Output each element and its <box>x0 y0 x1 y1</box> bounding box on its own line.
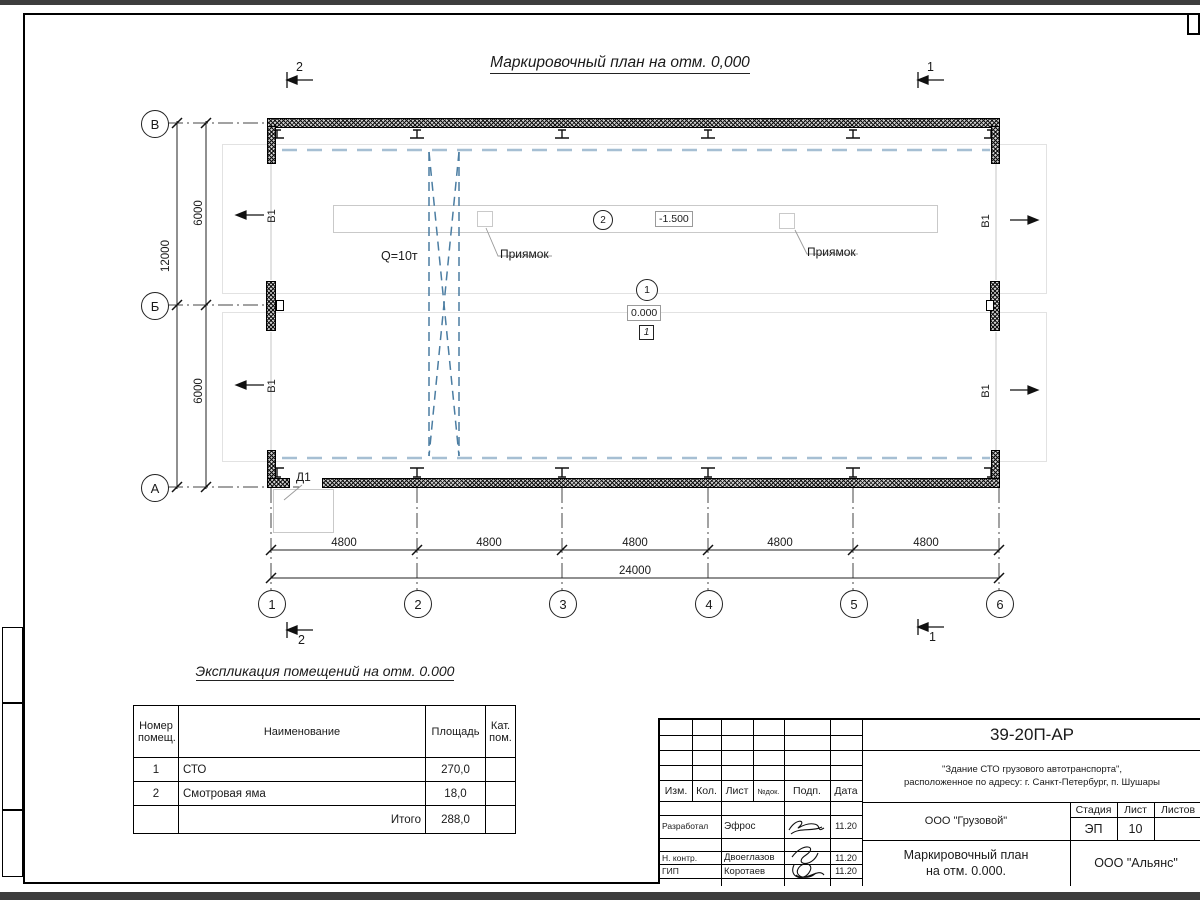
crane-bridge <box>429 152 459 456</box>
tb-sheets-label: Листов <box>1160 804 1196 816</box>
axis-bubble-6 <box>986 590 1014 618</box>
wall-bottom-left-return <box>267 450 276 479</box>
column-symbols <box>270 130 998 477</box>
signature-razrabotal <box>789 821 824 834</box>
room-cat <box>486 758 516 782</box>
pit-label-left: Приямок <box>500 247 549 261</box>
wall-top-right-return <box>991 126 1000 164</box>
window-mark-left-top: В1 <box>266 209 278 223</box>
tb-project-name <box>862 753 1200 799</box>
wall-bottom <box>322 478 1000 488</box>
axis-bubble-3 <box>549 590 577 618</box>
axis-number: 2 <box>414 596 422 612</box>
tb-col-izm: Изм. <box>664 785 688 797</box>
tb-stage-value: ЭП <box>1084 821 1103 836</box>
dim-4800-1: 4800 <box>331 536 357 549</box>
axis-lines <box>168 123 999 590</box>
axis-bubble-2 <box>404 590 432 618</box>
tb-sheet-title-line2: на отм. 0.000. <box>925 864 1007 878</box>
tb-name-2: Двоеглазов <box>724 852 775 863</box>
room-name: СТО <box>179 758 426 782</box>
section-digit-top-right: 1 <box>927 60 934 74</box>
drawing-title: Маркировочный план на отм. 0,000 <box>490 54 750 74</box>
floor-type-box: 1 <box>639 325 654 340</box>
table-row <box>134 758 516 782</box>
tb-sheet-title <box>862 840 1070 886</box>
room-area: 270,0 <box>426 758 486 782</box>
title-block <box>658 718 1200 884</box>
window-arrows <box>236 211 1038 394</box>
tb-role-1: Разработал <box>662 821 709 831</box>
wall-pier-left <box>266 281 276 331</box>
col-header-area: Площадь <box>426 706 486 758</box>
axis-bubble-a <box>141 474 169 502</box>
tb-name-1: Эфрос <box>724 820 756 832</box>
tb-project-line1: "Здание СТО грузового автотранспорта", <box>941 764 1123 775</box>
pit-level-box: -1.500 <box>655 211 693 227</box>
table-total-row <box>134 806 516 834</box>
dim-6000-bottom: 6000 <box>193 378 205 404</box>
col-header-num: Номер помещ. <box>134 706 179 758</box>
tb-col-list: Лист <box>725 785 749 797</box>
axis-bubble-b <box>141 292 169 320</box>
crane-rail-lines <box>282 150 990 458</box>
explication-title-wrap <box>155 662 495 682</box>
window-mark-right-top: В1 <box>980 214 992 228</box>
crane-capacity-label: Q=10т <box>381 249 418 263</box>
pier-stub-left <box>276 300 284 311</box>
tb-client: ООО "Грузовой" <box>924 815 1008 827</box>
axis-letter: В <box>150 116 160 132</box>
dim-12000: 12000 <box>160 240 172 272</box>
axis-bubble-v <box>141 110 169 138</box>
tb-col-podp: Подп. <box>793 785 821 797</box>
axis-bubble-1 <box>258 590 286 618</box>
room-number: 2 <box>600 214 606 226</box>
room-name: Смотровая яма <box>179 782 426 806</box>
dim-4800-2: 4800 <box>476 536 502 549</box>
window-mark-left-bottom: В1 <box>266 379 278 393</box>
door-mark-label: Д1 <box>296 470 311 484</box>
blank-cell <box>134 806 179 834</box>
signatures <box>784 813 830 885</box>
tb-sheet-label: Лист <box>1124 804 1147 816</box>
room-num: 1 <box>134 758 179 782</box>
dim-4800-4: 4800 <box>767 536 793 549</box>
explication-title: Экспликация помещений на отм. 0.000 <box>195 663 455 679</box>
tb-date-2: 11.20 <box>835 852 857 863</box>
tb-doc-number: 39-20П-АР <box>989 725 1075 744</box>
tb-stage-label: Стадия <box>1075 804 1112 816</box>
section-marks <box>287 72 944 638</box>
room-num: 2 <box>134 782 179 806</box>
signature-nkontr-gip <box>792 847 824 878</box>
dim-4800-5: 4800 <box>913 536 939 549</box>
axis-bubble-5 <box>840 590 868 618</box>
tb-role-2: Н. контр. <box>662 852 698 863</box>
axis-bubble-4 <box>695 590 723 618</box>
wall-bottom-right-return <box>991 450 1000 479</box>
axis-letter: Б <box>150 298 160 314</box>
tb-date-3: 11.20 <box>835 866 857 876</box>
table-row <box>134 782 516 806</box>
total-value: 288,0 <box>426 806 486 834</box>
tb-role-3: ГИП <box>662 866 679 876</box>
blank-cell <box>486 806 516 834</box>
section-digit-top-left: 2 <box>296 60 303 74</box>
wall-top <box>267 118 1000 128</box>
tb-sheet-value: 10 <box>1128 821 1143 836</box>
tb-name-3: Коротаев <box>724 865 766 877</box>
tb-project-line2: расположенное по адресу: г. Санкт-Петербург, п. Шушары <box>903 777 1161 788</box>
tb-sheet-title-line1: Маркировочный план <box>903 848 1029 862</box>
axis-number: 6 <box>996 596 1004 612</box>
room-number: 1 <box>644 284 650 296</box>
tb-col-ndok: №док. <box>757 786 780 796</box>
room-cat <box>486 782 516 806</box>
axis-letter: А <box>150 480 160 496</box>
axis-number: 4 <box>705 596 713 612</box>
window-mark-right-bottom: В1 <box>980 384 992 398</box>
axis-number: 3 <box>559 596 567 612</box>
section-digit-bottom-right: 1 <box>929 630 936 644</box>
dim-4800-3: 4800 <box>622 536 648 549</box>
total-label: Итого <box>179 806 426 834</box>
col-header-cat: Кат. пом. <box>486 706 516 758</box>
axis-number: 1 <box>268 596 276 612</box>
explication-table <box>133 705 516 834</box>
wall-bottom-left-stub <box>267 478 290 488</box>
tb-col-kol: Кол. <box>696 785 717 797</box>
dim-6000-top: 6000 <box>193 200 205 226</box>
dimension-lines <box>177 121 999 578</box>
room-bubble-1 <box>636 279 658 301</box>
tb-col-data: Дата <box>834 785 858 797</box>
tb-date-1: 11.20 <box>835 821 857 831</box>
col-header-name: Наименование <box>179 706 426 758</box>
dim-24000: 24000 <box>619 564 651 577</box>
tb-company: ООО "Альянс" <box>1094 856 1178 870</box>
floor-level-box: 0.000 <box>627 305 661 321</box>
pier-stub-right <box>986 300 994 311</box>
pit-label-right: Приямок <box>807 245 856 259</box>
section-digit-bottom-left: 2 <box>298 633 305 647</box>
dimension-ticks <box>172 118 1004 583</box>
room-area: 18,0 <box>426 782 486 806</box>
wall-top-left-return <box>267 126 276 164</box>
axis-number: 5 <box>850 596 858 612</box>
room-bubble-2 <box>593 210 613 230</box>
